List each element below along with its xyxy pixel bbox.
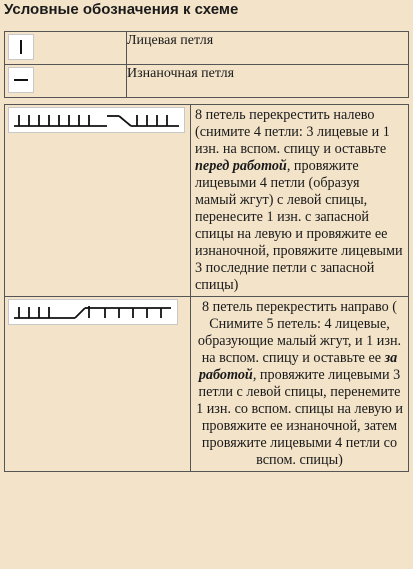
legend-label: Изнаночная петля: [127, 65, 409, 98]
instruction-text-part: 8 петель перекрестить направо ( Снимите 5 петель: 4 лицевые, образующие малый жгут, и 1 изн. на вспом. спицу и оставьте ее: [197, 299, 402, 366]
diagram-cell: [5, 297, 191, 472]
legend-table: [4, 31, 409, 98]
instruction-row-cable-right: [5, 297, 409, 472]
legend-row-purl: [5, 65, 409, 98]
legend-symbol-cell: [5, 65, 127, 98]
legend-symbol-cell: [5, 32, 127, 65]
cable-instructions-table: [4, 104, 409, 472]
legend-title: Условные обозначения к схеме: [4, 1, 239, 18]
instruction-text-part: , провяжите лицевыми 4 петли (образуя мамый жгут) с левой спицы, перенесите 1 изн. с запасной спицы на левую и провяжите ее изнаночной, провяжите лицевыми 3 последние петли с запасной спицы): [195, 158, 403, 293]
cable-left-diagram: [8, 107, 185, 133]
instruction-emphasis: за работой: [198, 350, 398, 383]
instruction-text-part: , провяжите лицевыми 3 петли с левой спицы, перенемите 1 изн. со вспом. спицы на левую и провяжите ее изнаночной, затем провяжите лицевыми 4 петли со вспом. спицы): [196, 367, 403, 468]
instruction-text: [191, 297, 409, 472]
diagram-cell: [5, 105, 191, 297]
purl-stitch-icon: [8, 67, 34, 93]
instruction-row-cable-left: [5, 105, 409, 297]
legend-row-knit: [5, 32, 409, 65]
instruction-emphasis: перед работой: [195, 158, 287, 174]
instruction-text: [191, 105, 409, 297]
knit-stitch-icon: [8, 34, 34, 60]
cable-right-diagram: [8, 299, 178, 325]
legend-label: Лицевая петля: [127, 32, 409, 65]
instruction-text-part: 8 петель перекрестить налево (снимите 4 петли: 3 лицевые и 1 изн. на вспом. спицу и оставьте: [195, 107, 390, 157]
